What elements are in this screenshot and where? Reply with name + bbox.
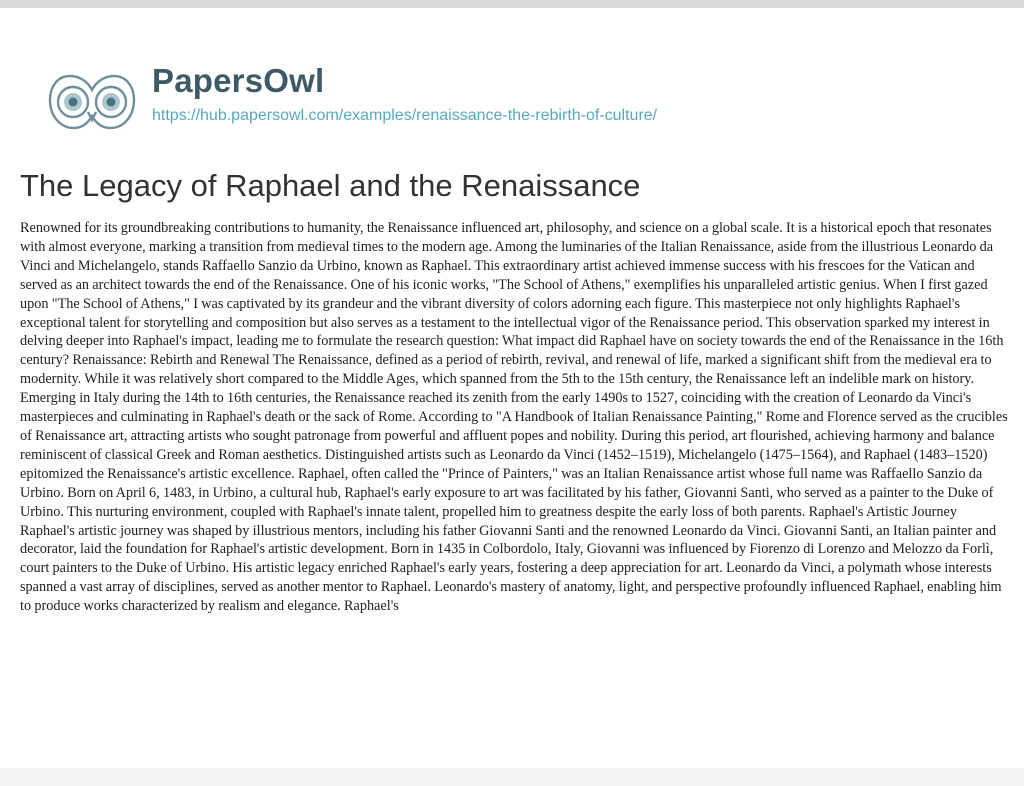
brand-name: PapersOwl [152,62,325,99]
owl-eyes-icon [48,68,136,134]
bottom-border [0,768,1024,786]
site-header [48,58,988,138]
source-url-link[interactable]: https://hub.papersowl.com/examples/renaissance-the-rebirth-of-culture/ [152,107,658,124]
top-border [0,0,1024,8]
document-body: Renowned for its groundbreaking contributions to humanity, the Renaissance influenced art, philosophy, and science on a global scale. It is a historical epoch that resonates with almost everyone, marking a transition from medieval times to the modern age. Among the luminaries of the Italian Renaissance, aside from the illustrious Leonardo da Vinci and Michelangelo, stands Raffaello Sanzio da Urbino, known as Raphael. This extraordinary artist achieved immense success with his frescoes for the Vatican and served as an architect towards the end of the Renaissance. One of his iconic works, "The School of Athens," exemplifies his unparalleled artistic genius. When I first gazed upon "The School of Athens," I was captivated by its grandeur and the vibrant diversity of colors adorning each figure. This masterpiece not only highlights Raphael's exceptional talent for storytelling and composition but also serves as a testament to the intellectual vigor of the Renaissance period. This observation sparked my interest in delving deeper into Raphael's impact, leading me to formulate the research question: What impact did Raphael have on society towards the end of the Renaissance in the 16th century? Renaissance: Rebirth and Renewal The Renaissance, defined as a period of rebirth, revival, and renewal of life, marked a significant shift from the medieval era to modernity. While it was relatively short compared to the Middle Ages, which spanned from the 5th to the 15th century, the Renaissance left an indelible mark on history. Emerging in Italy during the 14th to 16th centuries, the Renaissance reached its zenith from the early 1490s to 1527, coinciding with the creation of Leonardo da Vinci's masterpieces and culminating in Raphael's death or the sack of Rome. According to "A Handbook of Italian Renaissance Painting," Rome and Florence served as the crucibles of Renaissance art, attracting artists who sought patronage from powerful and affluent popes and nobility. During this period, art flourished, achieving harmony and balance reminiscent of classical Greek and Roman aesthetics. Distinguished artists such as Leonardo da Vinci (1452–1519), Michelangelo (1475–1564), and Raphael (1483–1520) epitomized the Renaissance's artistic excellence. Raphael, often called the "Prince of Painters," was an Italian Renaissance artist whose full name was Raffaello Sanzio da Urbino. Born on April 6, 1483, in Urbino, a cultural hub, Raphael's early exposure to art was facilitated by his father, Giovanni Santi, who served as a painter to the Duke of Urbino. This nurturing environment, coupled with Raphael's innate talent, propelled him to greatness despite the early loss of both parents. Raphael's Artistic Journey Raphael's artistic journey was shaped by illustrious mentors, including his father Giovanni Santi and the renowned Leonardo da Vinci. Giovanni Santi, an Italian painter and decorator, laid the foundation for Raphael's artistic development. Born in 1435 in Colbordolo, Italy, Giovanni was influenced by Fiorenzo di Lorenzo and Melozzo da Forlì, court painters to the Duke of Urbino. His artistic legacy enriched Raphael's early years, fostering a deep appreciation for art. Leonardo da Vinci, a polymath whose interests spanned a vast array of disciplines, served as another mentor to Raphael. Leonardo's mastery of anatomy, light, and perspective profoundly influenced Raphael, enabling him to produce works characterized by realism and elegance. Raphael's [20,220,1008,615]
document-title: The Legacy of Raphael and the Renaissance [20,168,641,203]
